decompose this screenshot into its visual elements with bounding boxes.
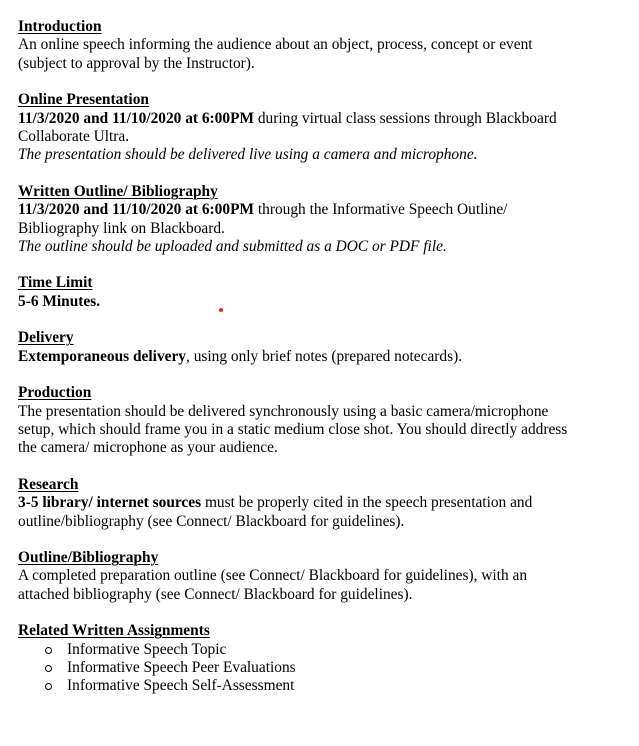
research-heading: Research xyxy=(18,475,79,493)
list-item-label: Informative Speech Topic xyxy=(67,640,227,658)
list-item xyxy=(45,659,618,677)
hollow-circle-bullet-icon xyxy=(45,683,52,690)
introduction-heading: Introduction xyxy=(18,18,102,35)
hollow-circle-bullet-icon xyxy=(45,647,52,654)
delivery-type: Extemporaneous delivery xyxy=(18,347,186,365)
online-presentation-line-1 xyxy=(18,110,618,128)
online-presentation-note: The presentation should be delivered live using a camera and microphone. xyxy=(18,146,478,164)
introduction-section xyxy=(18,18,618,73)
online-presentation-section xyxy=(18,91,618,165)
delivery-heading: Delivery xyxy=(18,329,74,347)
production-heading: Production xyxy=(18,384,92,402)
related-assignments-heading: Related Written Assignments xyxy=(18,622,210,640)
online-presentation-line-2: Collaborate Ultra. xyxy=(18,128,130,146)
outline-bibliography-line-1: A completed preparation outline (see Connect/ Blackboard for guidelines), with an xyxy=(18,567,528,585)
delivery-rest: , using only brief notes (prepared notecards). xyxy=(186,347,463,365)
list-item xyxy=(45,641,618,659)
online-presentation-line-1-rest: during virtual class sessions through Blackboard xyxy=(254,109,557,127)
written-outline-line-1-rest: through the Informative Speech Outline/ xyxy=(254,201,508,219)
production-line-1: The presentation should be delivered synchronously using a basic camera/microphone xyxy=(18,402,549,420)
written-outline-line-1 xyxy=(18,201,618,219)
introduction-text-line-1: An online speech informing the audience about an object, process, concept or event xyxy=(18,36,533,54)
time-limit-section xyxy=(18,274,618,311)
online-presentation-dates: 11/3/2020 and 11/10/2020 at 6:00PM xyxy=(18,109,254,127)
related-assignments-list xyxy=(18,641,618,696)
production-section xyxy=(18,384,618,458)
list-item-label: Informative Speech Peer Evaluations xyxy=(67,658,296,676)
outline-bibliography-section xyxy=(18,549,618,604)
production-line-2: setup, which should frame you in a static medium close shot. You should directly address xyxy=(18,420,568,438)
written-outline-dates: 11/3/2020 and 11/10/2020 at 6:00PM xyxy=(18,201,254,219)
time-limit-heading: Time Limit xyxy=(18,274,93,292)
introduction-text-line-2: (subject to approval by the Instructor). xyxy=(18,54,255,72)
production-line-3: the camera/ microphone as your audience. xyxy=(18,439,278,457)
list-item xyxy=(45,677,618,695)
outline-bibliography-heading: Outline/Bibliography xyxy=(18,548,159,566)
research-line-1-rest: must be properly cited in the speech presentation and xyxy=(201,494,533,512)
red-dot-marker-icon xyxy=(219,308,223,312)
outline-bibliography-line-2: attached bibliography (see Connect/ Blackboard for guidelines). xyxy=(18,585,413,603)
written-outline-heading: Written Outline/ Bibliography xyxy=(18,182,218,200)
delivery-line xyxy=(18,348,618,366)
research-section xyxy=(18,476,618,531)
list-item-label: Informative Speech Self-Assessment xyxy=(67,677,295,695)
online-presentation-heading: Online Presentation xyxy=(18,91,149,109)
hollow-circle-bullet-icon xyxy=(45,665,52,672)
research-sources: 3-5 library/ internet sources xyxy=(18,494,202,512)
written-outline-line-2: Bibliography link on Blackboard. xyxy=(18,219,225,237)
research-line-2: outline/bibliography (see Connect/ Blackboard for guidelines). xyxy=(18,512,405,530)
research-line-1 xyxy=(18,494,618,512)
time-limit-value: 5-6 Minutes. xyxy=(18,292,101,310)
written-outline-section xyxy=(18,183,618,257)
related-assignments-section xyxy=(18,622,618,696)
assignment-document xyxy=(18,18,618,696)
delivery-section xyxy=(18,329,618,366)
written-outline-note: The outline should be uploaded and submitted as a DOC or PDF file. xyxy=(18,238,447,256)
